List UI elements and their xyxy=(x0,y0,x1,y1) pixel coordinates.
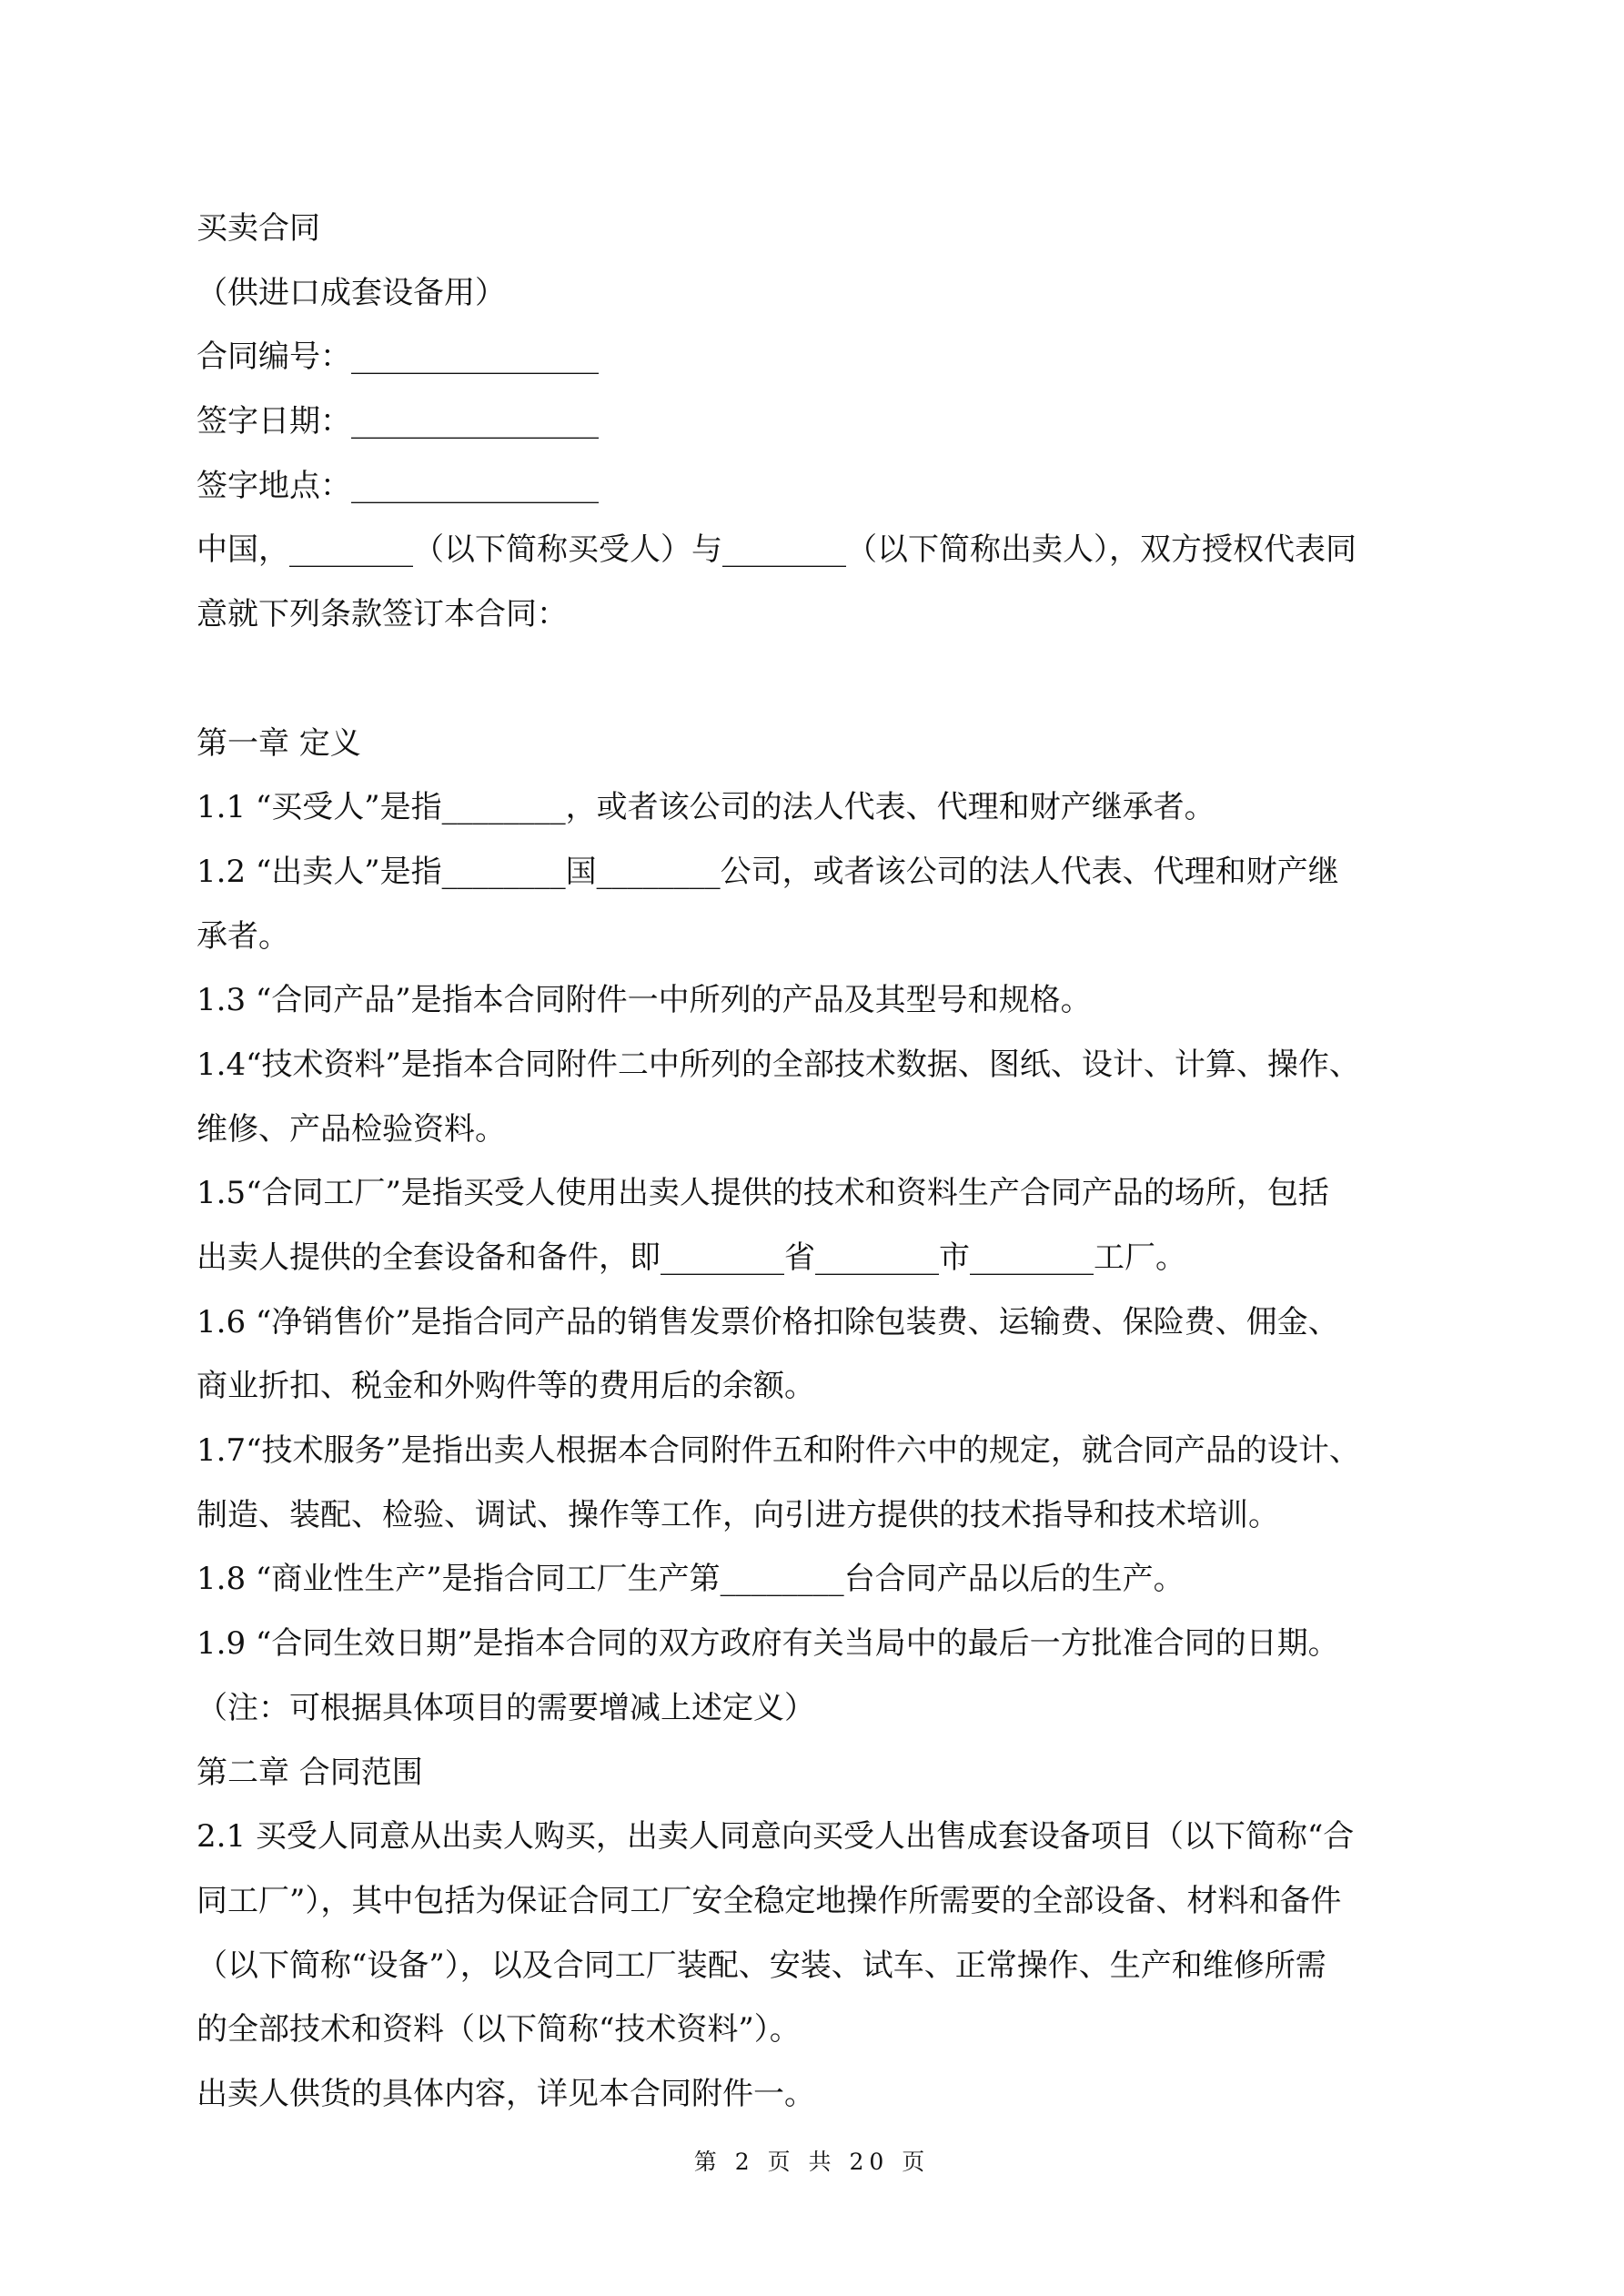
document-line: 1.9 “合同生效日期”是指本合同的双方政府有关当局中的最后一方批准合同的日期。 xyxy=(197,1625,1339,1663)
document-line: 1.4“技术资料”是指本合同附件二中所列的全部技术数据、图纸、设计、计算、操作、 xyxy=(197,1046,1360,1083)
blank-line xyxy=(197,647,1445,712)
document-line: 第二章 合同范围 xyxy=(197,1754,423,1791)
document-line: 1.3 “合同产品”是指本合同附件一中所列的产品及其型号和规格。 xyxy=(197,982,1092,1019)
document-line: 维修、产品检验资料。 xyxy=(197,1110,506,1148)
document-line: 2.1 买受人同意从出卖人购买，出卖人同意向买受人出售成套设备项目（以下简称“合 xyxy=(197,1818,1355,1856)
document-line: 中国，________（以下简称买受人）与________（以下简称出卖人），双方授权代表同 xyxy=(197,531,1357,569)
document-line: 同工厂”），其中包括为保证合同工厂安全稳定地操作所需要的全部设备、材料和备件 xyxy=(197,1882,1342,1919)
document-body xyxy=(197,197,1445,2127)
document-line: 1.1 “买受人”是指________，或者该公司的法人代表、代理和财产继承者。 xyxy=(197,789,1215,826)
document-line: 1.8 “商业性生产”是指合同工厂生产第________台合同产品以后的生产。 xyxy=(197,1561,1185,1598)
document-line: 意就下列条款签订本合同： xyxy=(197,596,568,633)
document-line: （注：可根据具体项目的需要增减上述定义） xyxy=(197,1689,815,1726)
document-line: 签字地点：________________ xyxy=(197,467,599,504)
document-line: （供进口成套设备用） xyxy=(197,274,506,311)
document-line: 第一章 定义 xyxy=(197,724,361,762)
document-line: 签字日期：________________ xyxy=(197,403,599,440)
document-line: 出卖人提供的全套设备和备件，即________省________市________工厂。 xyxy=(197,1239,1186,1276)
document-line: 出卖人供货的具体内容，详见本合同附件一。 xyxy=(197,2075,815,2112)
document-line: 1.6 “净销售价”是指合同产品的销售发票价格扣除包装费、运输费、保险费、佣金、 xyxy=(197,1303,1339,1340)
document-line: 制造、装配、检验、调试、操作等工作，向引进方提供的技术指导和技术培训。 xyxy=(197,1496,1279,1533)
document-line: 的全部技术和资料（以下简称“技术资料”）。 xyxy=(197,2011,801,2048)
document-line: 1.7“技术服务”是指出卖人根据本合同附件五和附件六中的规定，就合同产品的设计、 xyxy=(197,1432,1360,1470)
page-number: 第 2 页 共 20 页 xyxy=(693,2149,931,2175)
document-line: （以下简称“设备”），以及合同工厂装配、安装、试车、正常操作、生产和维修所需 xyxy=(197,1947,1326,1984)
document-line: 1.2 “出卖人”是指________国________公司，或者该公司的法人代表、代理和财产继 xyxy=(197,853,1339,890)
document-line: 商业折扣、税金和外购件等的费用后的余额。 xyxy=(197,1368,815,1405)
document-line: 1.5“合同工厂”是指买受人使用出卖人提供的技术和资料生产合同产品的场所，包括 xyxy=(197,1175,1329,1212)
document-line: 承者。 xyxy=(197,917,289,955)
document-line: 合同编号：________________ xyxy=(197,339,599,376)
document-line: 买卖合同 xyxy=(197,210,320,247)
